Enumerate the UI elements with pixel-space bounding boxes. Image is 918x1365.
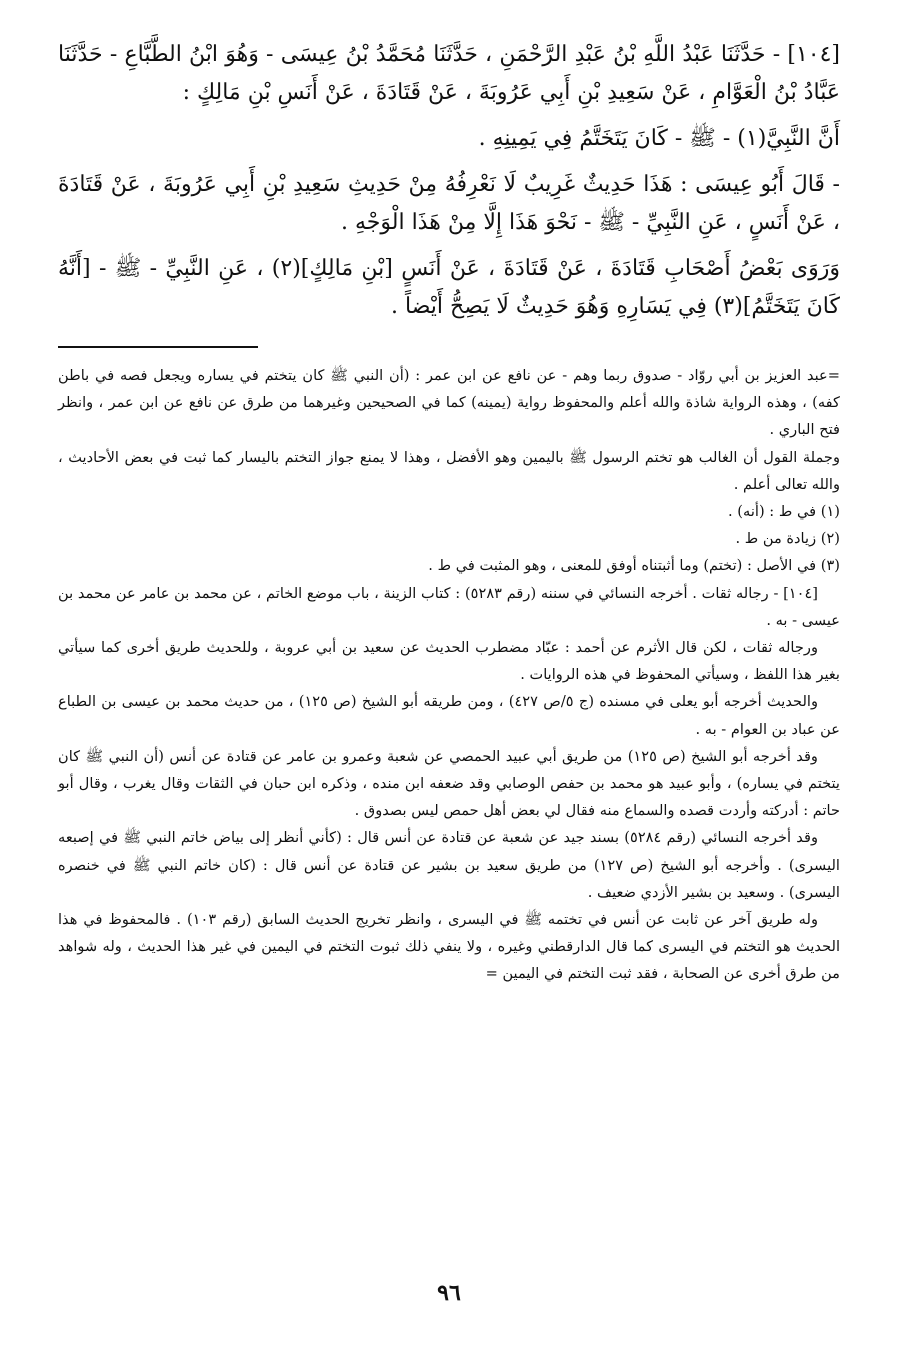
footnote-paragraph: [١٠٤] - رجاله ثقات . أخرجه النسائي في سننه (رقم ٥٢٨٣) : كتاب الزينة ، باب موضع الخاتم ، عن محمد بن عامر عن محمد بن عيسى - به . [58, 584, 840, 629]
author-comment-2: وَرَوَى بَعْضُ أَصْحَابِ قَتَادَةَ ، عَنْ قَتَادَةَ ، عَنْ أَنَسٍ [بْنِ مَالِكٍ](٢) ، عَنِ النَّبِيِّ - ﷺ - [أَنَّهُ كَانَ يَتَخَتَّمُ](٣) فِي يَسَارِهِ وَهُوَ حَدِيثٌ لَا يَصِحُّ أَيْضاً . [58, 256, 840, 319]
footnote-paragraph: وجملة القول أن الغالب هو تختم الرسول ﷺ باليمين وهو الأفضل ، وهذا لا يمنع جواز التختم باليسار كما ثبت في بعض الأحاديث ، والله تعالى أعلم . [58, 448, 840, 493]
footnote-paragraph: وقد أخرجه أبو الشيخ (ص ١٢٥) من طريق أبي عبيد الحمصي عن شعبة وعمرو بن عامر عن قتادة عن أنس (أن النبي ﷺ كان يتختم في يساره) ، وأبو عبيد هو محمد بن حفص الوصابي وقد ضعفه ابن منده ، وذكره ابن حبان في الثقات وقال يغرب ، وقال أبو حاتم : أدركته وأردت قصده والسماع منه فقال لي بعض أهل حمص ليس بصدوق . [58, 747, 840, 820]
author-comment: - قَالَ أَبُو عِيسَى : هَذَا حَدِيثٌ غَرِيبٌ لَا نَعْرِفُهُ مِنْ حَدِيثِ سَعِيدِ بْنِ أَبِي عَرُوبَةَ ، عَنْ قَتَادَةَ ، عَنْ أَنَسٍ ، عَنِ النَّبِيِّ - ﷺ - نَحْوَ هَذَا إِلَّا مِنْ هَذَا الْوَجْهِ . [58, 172, 840, 235]
footnote-paragraph: (٣) في الأصل : (تختم) وما أثبتناه أوفق للمعنى ، وهو المثبت في ط . [428, 557, 840, 575]
footnote-separator [58, 346, 258, 348]
footnotes [58, 362, 840, 988]
footnote-paragraph: =عبد العزيز بن أبي روّاد - صدوق ربما وهم - عن نافع عن ابن عمر : (أن النبي ﷺ كان يتختم في يساره ويجعل فصه في باطن كفه) ، وهذه الرواية شاذة والله أعلم والمحفوظ رواية (يمينه) كما في الصحيحين وغيرهما من طرق عن نافع عن ابن عمر ، وانظر فتح الباري . [58, 367, 840, 439]
footnote-paragraph: (٢) زيادة من ط . [735, 530, 840, 548]
footnote-paragraph: (١) في ط : (أنه) . [728, 503, 840, 521]
footnote-paragraph: والحديث أخرجه أبو يعلى في مسنده (ج ٥/ص ٤٢٧) ، ومن طريقه أبو الشيخ (ص ١٢٥) ، من حديث محمد بن عيسى بن الطباع عن عباد بن العوام - به . [58, 693, 840, 738]
page-number: ٩٦ [437, 1280, 461, 1306]
book-page [58, 36, 840, 1336]
hadith-text [58, 36, 840, 326]
hadith-isnad: [١٠٤] - حَدَّثَنَا عَبْدُ اللَّهِ بْنُ عَبْدِ الرَّحْمَنِ ، حَدَّثَنَا مُحَمَّدُ بْنُ عِيسَى - وَهُوَ ابْنُ الطَّبَّاعِ - حَدَّثَنَا عَبَّادُ بْنُ الْعَوَّامِ ، عَنْ سَعِيدِ بْنِ أَبِي عَرُوبَةَ ، عَنْ قَتَادَةَ ، عَنْ أَنَسِ بْنِ مَالِكٍ : [58, 42, 840, 105]
footnote-paragraph: ورجاله ثقات ، لكن قال الأثرم عن أحمد : عبّاد مضطرب الحديث عن سعيد بن أبي عروبة ، وللحديث طريق أخرى كما سيأتي بغير هذا اللفظ ، وسيأتي المحفوظ في هذه الروايات . [58, 639, 840, 684]
footnote-paragraph: وله طريق آخر عن ثابت عن أنس في تختمه ﷺ في اليسرى ، وانظر تخريج الحديث السابق (رقم ١٠٣) . فالمحفوظ في هذا الحديث هو التختم في اليسرى كما قال الدارقطني وغيره ، ولا ينفي ذلك ثبوت التختم في اليمين في غير هذا الحديث ، وله شواهد من طرق أخرى عن الصحابة ، فقد ثبت التختم في اليمين = [58, 911, 840, 983]
hadith-matn: أَنَّ النَّبِيَّ(١) - ﷺ - كَانَ يَتَخَتَّمُ فِي يَمِينِهِ . [478, 126, 840, 151]
footnote-paragraph: وقد أخرجه النسائي (رقم ٥٢٨٤) بسند جيد عن شعبة عن قتادة عن أنس قال : (كأني أنظر إلى بياض خاتم النبي ﷺ في إصبعه اليسرى) . وأخرجه أبو الشيخ (ص ١٢٧) من طريق سعيد بن بشير عن قتادة عن أنس قال : (كان خاتم النبي ﷺ في خنصره اليسرى) . وسعيد بن بشير الأزدي ضعيف . [58, 829, 840, 901]
